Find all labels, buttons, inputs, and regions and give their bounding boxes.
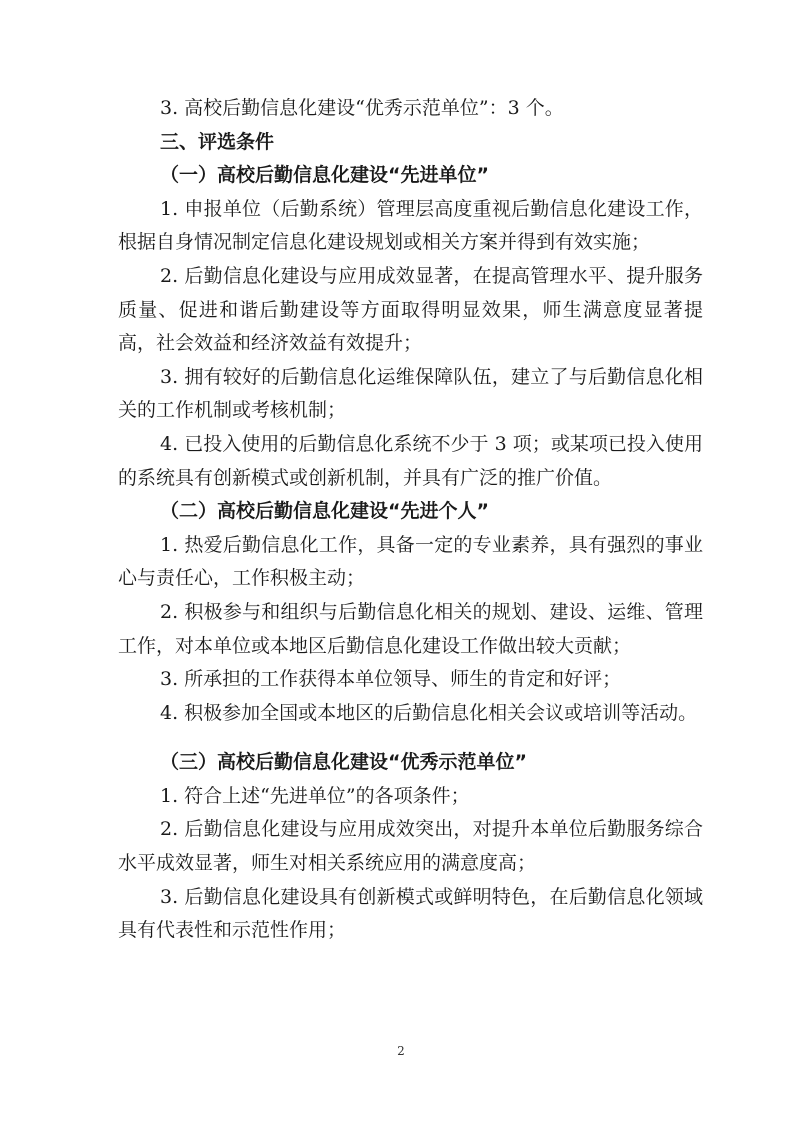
subsection-heading-model-unit: （三）高校后勤信息化建设“优秀示范单位” bbox=[160, 751, 527, 774]
criteria-item: 3. 后勤信息化建设具有创新模式或鲜明特色，在后勤信息化领域具有代表性和示范性作用； bbox=[118, 885, 703, 942]
criteria-item: 2. 后勤信息化建设与应用成效显著，在提高管理水平、提升服务质量、促进和谐后勤建设等方面取得明显效果，师生满意度显著提高，社会效益和经济效益有效提升； bbox=[118, 264, 703, 355]
page-number: 2 bbox=[397, 1044, 405, 1058]
criteria-item: 3. 所承担的工作获得本单位领导、师生的肯定和好评； bbox=[160, 668, 622, 691]
criteria-item: 3. 拥有较好的后勤信息化运维保障队伍，建立了与后勤信息化相关的工作机制或考核机制； bbox=[118, 365, 703, 422]
criteria-item: 2. 后勤信息化建设与应用成效突出，对提升本单位后勤服务综合水平成效显著，师生对相关系统应用的满意度高； bbox=[118, 818, 703, 875]
document-body bbox=[118, 92, 703, 948]
criteria-item: 4. 积极参加全国或本地区的后勤信息化相关会议或培训等活动。 bbox=[160, 701, 698, 724]
subsection-heading-advanced-unit: （一）高校后勤信息化建设“先进单位” bbox=[160, 164, 489, 187]
criteria-item: 1. 申报单位（后勤系统）管理层高度重视后勤信息化建设工作，根据自身情况制定信息化建设规划或相关方案并得到有效实施； bbox=[118, 197, 703, 254]
criteria-item: 2. 积极参与和组织与后勤信息化相关的规划、建设、运维、管理工作，对本单位或本地区后勤信息化建设工作做出较大贡献； bbox=[118, 600, 703, 657]
quota-item-3: 3. 高校后勤信息化建设“优秀示范单位”：3 个。 bbox=[160, 97, 564, 119]
section-heading: 三、评选条件 bbox=[160, 130, 275, 153]
criteria-item: 1. 热爱后勤信息化工作，具备一定的专业素养，具有强烈的事业心与责任心，工作积极主动； bbox=[118, 533, 703, 590]
subsection-heading-advanced-individual: （二）高校后勤信息化建设“先进个人” bbox=[160, 500, 489, 523]
criteria-item: 1. 符合上述“先进单位”的各项条件； bbox=[160, 784, 470, 807]
criteria-item: 4. 已投入使用的后勤信息化系统不少于 3 项；或某项已投入使用的系统具有创新模式或创新机制，并具有广泛的推广价值。 bbox=[118, 432, 703, 489]
